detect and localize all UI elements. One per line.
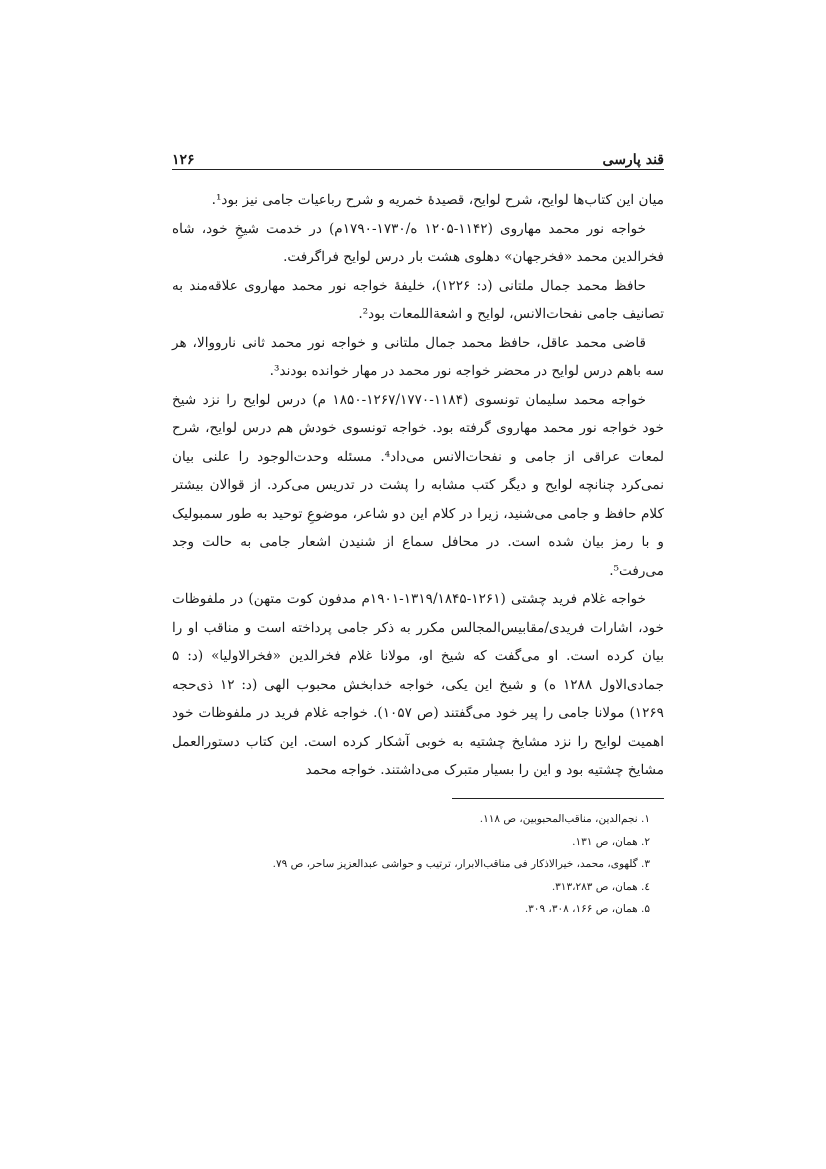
footnote-divider: [452, 798, 664, 799]
paragraph: قاضی محمد عاقل، حافظ محمد جمال ملتانی و خواجه نور محمد ثانی نارووالا، هر سه باهم درس لوایح در محضر خواجه نور محمد در مهار خوانده بودند³.: [172, 334, 664, 379]
footnote: ۱. نجم‌الدین، مناقب‌المحبوبین، ص ۱۱۸.: [479, 813, 650, 825]
paragraph: حافظ محمد جمال ملتانی (د: ۱۲۲۶)، خلیفهٔ خواجه نور محمد مهاروی علاقه‌مند به تصانیف جامی نفحات‌الانس، لوایح و اشعةاللمعات بود².: [172, 277, 664, 322]
paragraph: میان این کتاب‌ها لوایح، شرح لوایح، قصیدهٔ خمریه و شرح رباعیات جامی نیز بود¹.: [211, 192, 664, 208]
body-text: [172, 186, 664, 785]
footnote: ٤. همان، ص ۳۱۳،۲۸۳.: [551, 880, 650, 893]
paragraph: خواجه محمد سلیمان تونسوی (۱۱۸۴-۱۲۶۷/۱۷۷۰-۱۸۵۰ م) درس لوایح را نزد شیخ خود خواجه نور محمد مهاروی گرفته بود. خواجه تونسوی خودش هم درس لوایح، شرح لمعات عراقی از جامی و نفحات‌الانس می‌داد⁴. مسئله وحدت‌الوجود را علنی بیان نمی‌کرد چنانچه لوایح و دیگر کتب مشابه را پشت در تدریس می‌کرد. از قوالان بیشتر کلام حافظ و جامی می‌شنید، زیرا در کلام این دو شاعر، موضوعِ توحید به طور سمبولیک و با رمز بیان شده است. در محافل سماع از شنیدن اشعار جامی به حالت وجد می‌رفت⁵.: [172, 391, 665, 579]
footnote: ۳. گلهوی، محمد، خیرالاذکار فی مناقب‌الابرار، ترتیب و حواشی عبدالعزیز ساحر، ص ۷۹.: [272, 858, 650, 870]
footnote: ۵. همان، ص ۱۶۶، ۳۰۸، ۳۰۹.: [524, 903, 650, 915]
running-header: [172, 144, 664, 168]
page-number: ۱۲۶: [172, 152, 195, 168]
paragraph: خواجه نور محمد مهاروی (۱۱۴۲-۱۲۰۵ ه/۱۷۳۰-۱۷۹۰م) در خدمت شیخِ خود، شاه فخرالدین محمد «فخرجهان» دهلوی هشت بار درس لوایح فراگرفت.: [172, 220, 664, 265]
footnote: ۲. همان، ص ۱۳۱.: [572, 835, 650, 848]
footnotes: [172, 808, 664, 921]
running-title: قند پارسی: [602, 152, 664, 168]
paragraph: خواجه غلام فرید چشتی (۱۲۶۱-۱۳۱۹/۱۸۴۵-۱۹۰۱م مدفون کوت متهن) در ملفوظات خود، اشارات فریدی/مقابیس‌المجالس مکرر به ذکر جامی پرداخته است و مناقب او را بیان کرده است. او می‌گفت که شیخ او، مولانا غلام فخرالدین «فخرالاولیا» (د: ۵ جمادی‌الاول ۱۲۸۸ ه) و شیخ این یکی، خواجه خدابخش محبوب الهی (د: ۱۲ ذی‌حجه ۱۲۶۹) مولانا جامی را پیر خود می‌گفتند (ص ۱۰۵۷). خواجه غلام فرید در ملفوظات خود اهمیت لوایح را نزد مشایخ چشتیه به خوبی آشکار کرده است. این کتاب دستورالعمل مشایخ چشتیه بود و این را بسیار متبرک می‌داشتند. خواجه محمد: [172, 591, 665, 778]
header-divider: [172, 169, 664, 170]
